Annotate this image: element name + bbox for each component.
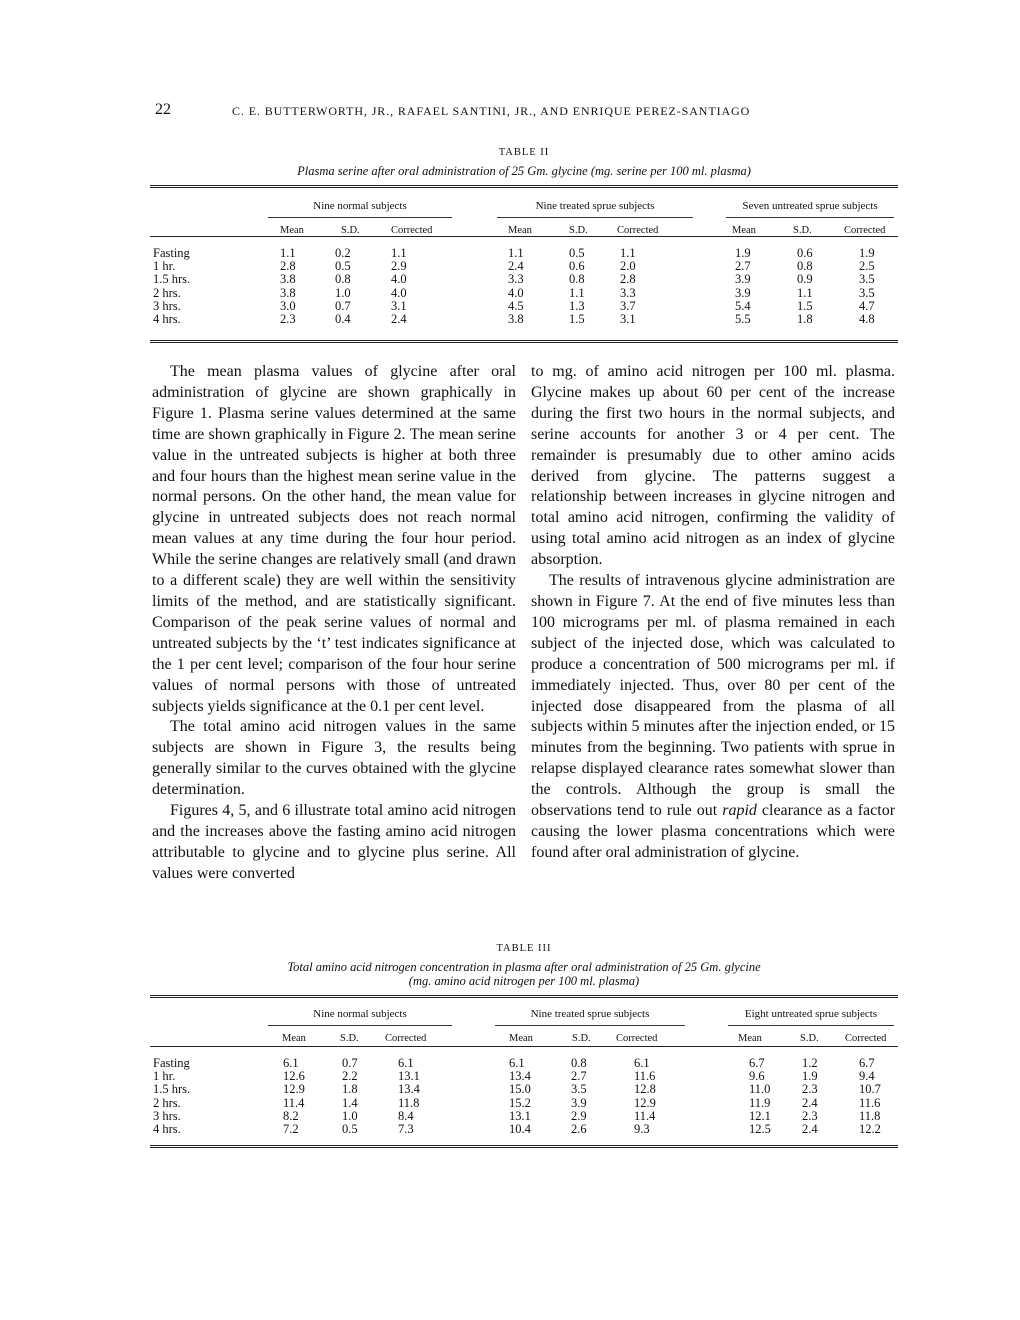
cell: 2.7 (735, 258, 751, 273)
row-label: Fasting (153, 245, 190, 260)
column-header-corrected: Corrected (391, 225, 433, 236)
cell: 5.5 (735, 312, 751, 327)
cell: 3.5 (859, 272, 875, 287)
table-row (150, 1070, 898, 1083)
column-group-rule (268, 217, 452, 218)
page-number: 22 (155, 101, 171, 118)
cell: 1.8 (342, 1082, 358, 1097)
cell: 4.8 (859, 312, 875, 327)
table-label: TABLE II (498, 147, 550, 158)
table-header (150, 998, 898, 1046)
cell: 7.3 (398, 1122, 414, 1137)
cell: 1.1 (391, 245, 407, 260)
cell: 3.1 (620, 312, 636, 327)
column-group-normal (268, 1008, 452, 1047)
cell: 3.7 (620, 299, 636, 314)
column-header-sd: S.D. (800, 1033, 819, 1044)
cell: 3.1 (391, 299, 407, 314)
cell: 2.3 (280, 312, 296, 327)
cell: 11.6 (634, 1068, 656, 1083)
body-column-right (531, 362, 895, 864)
cell: 0.8 (571, 1055, 587, 1070)
cell: 9.6 (749, 1068, 765, 1083)
cell: 6.7 (749, 1055, 765, 1070)
row-label: 3 hrs. (153, 299, 181, 314)
cell: 1.1 (280, 245, 296, 260)
cell: 0.9 (797, 272, 813, 287)
paragraph-text: The results of intravenous glycine administration are shown in Figure 7. At the end of five minutes less than 100 micrograms per ml. of plasma remained in each subject of the injected dose, which was calculated to produce a concentration of 500 micrograms per ml. if immediately injected. Thus, over 80 per cent of the injected dose disappeared from the plasma of all subjects within 5 minutes after the injection ended, or 15 minutes from the beginning. Two patients with sprue in relapse displayed clearance rates somewhat slower than the controls. Although the group is small the observations tend to rule out (531, 572, 895, 820)
cell: 6.1 (283, 1055, 299, 1070)
row-label: 1 hr. (153, 258, 176, 273)
cell: 9.3 (634, 1122, 650, 1137)
cell: 3.5 (571, 1082, 587, 1097)
cell: 12.9 (634, 1095, 656, 1110)
cell: 2.8 (280, 258, 296, 273)
cell: 11.4 (634, 1109, 656, 1124)
cell: 1.4 (342, 1095, 358, 1110)
cell: 2.3 (802, 1082, 818, 1097)
cell: 4.0 (391, 272, 407, 287)
cell: 12.9 (283, 1082, 305, 1097)
cell: 2.9 (571, 1109, 587, 1124)
table-body (150, 1047, 898, 1145)
cell: 6.1 (509, 1055, 525, 1070)
cell: 3.3 (620, 285, 636, 300)
cell: 2.4 (391, 312, 407, 327)
column-group-title: Nine treated sprue subjects (530, 1007, 650, 1020)
cell: 6.1 (398, 1055, 414, 1070)
cell: 5.4 (735, 299, 751, 314)
column-group-untreated (726, 200, 894, 239)
row-label: 1 hr. (153, 1068, 176, 1083)
paragraph: to mg. of amino acid nitrogen per 100 ml. plasma. Glycine makes up about 60 per cent of the increase during the first two hours in the normal subjects, and serine accounts for another 3 or 4 per cent. The remainder is presumably due to other amino acids derived from glycine. The patterns suggest a relationship between increases in glycine nitrogen and total amino acid nitrogen, confirming the validity of using total amino acid nitrogen as an index of glycine absorption. (531, 363, 895, 569)
cell: 13.1 (509, 1109, 531, 1124)
cell: 2.4 (802, 1122, 818, 1137)
cell: 3.8 (280, 272, 296, 287)
table-row (150, 1083, 898, 1096)
column-header-sd: S.D. (569, 225, 588, 236)
table-caption: Plasma serine after oral administration of 25 Gm. glycine (mg. serine per 100 ml. plasma) (297, 163, 751, 178)
cell: 0.5 (569, 245, 585, 260)
column-header-sd: S.D. (793, 225, 812, 236)
cell: 1.2 (802, 1055, 818, 1070)
cell: 4.5 (508, 299, 524, 314)
cell: 3.9 (735, 285, 751, 300)
table-row (150, 1097, 898, 1110)
paragraph: The total amino acid nitrogen values in the same subjects are shown in Figure 3, the results being generally similar to the curves obtained with the glycine determination. (152, 718, 516, 799)
cell: 3.8 (280, 285, 296, 300)
cell: 2.2 (342, 1068, 358, 1083)
paragraph: Figures 4, 5, and 6 illustrate total amino acid nitrogen and the increases above the fasting amino acid nitrogen attributable to glycine and to glycine plus serine. All values were converted (152, 802, 516, 882)
paragraph: The mean plasma values of glycine after oral administration of glycine are shown graphically in Figure 1. Plasma serine values determined at the same time are shown graphically in Figure 2. The mean serine value in the untreated subjects is higher at both three and four hours than the highest mean serine value in the normal persons. On the other hand, the mean value for glycine in untreated subjects does not reach normal mean values at any time during the four hour period. While the serine changes are relatively small (and drawn to a different scale) they are well within the sensitivity limits of the method, and are statistically significant. Comparison of the peak serine values of normal and untreated subjects by the ‘t’ test indicates significance at the 1 per cent level; comparison of the four hour serine values of normal persons with those of untreated subjects yields significance at the 0.1 per cent level. (152, 363, 516, 715)
table-row (150, 300, 898, 313)
cell: 2.4 (802, 1095, 818, 1110)
cell: 2.8 (620, 272, 636, 287)
column-group-treated (497, 200, 693, 239)
row-label: Fasting (153, 1055, 190, 1070)
cell: 12.5 (749, 1122, 771, 1137)
cell: 0.4 (335, 312, 351, 327)
column-header-mean: Mean (732, 225, 756, 236)
cell: 0.8 (335, 272, 351, 287)
table-bottom-rule (150, 1145, 898, 1148)
column-header-corrected: Corrected (616, 1033, 658, 1044)
column-header-mean: Mean (738, 1033, 762, 1044)
cell: 1.0 (342, 1109, 358, 1124)
column-group-title: Nine normal subjects (313, 199, 407, 212)
cell: 15.2 (509, 1095, 531, 1110)
cell: 12.2 (859, 1122, 881, 1137)
cell: 6.1 (634, 1055, 650, 1070)
cell: 1.1 (508, 245, 524, 260)
cell: 2.9 (391, 258, 407, 273)
cell: 3.9 (571, 1095, 587, 1110)
column-group-rule (726, 217, 894, 218)
cell: 11.4 (283, 1095, 305, 1110)
cell: 1.9 (802, 1068, 818, 1083)
column-header-corrected: Corrected (385, 1033, 427, 1044)
cell: 1.9 (859, 245, 875, 260)
cell: 3.8 (508, 312, 524, 327)
cell: 15.0 (509, 1082, 531, 1097)
paragraph (531, 571, 895, 864)
table-ii (150, 146, 898, 343)
paragraph-text: clearance as a factor causing the lower plasma concentrations which were found after oral administration of glycine. (531, 802, 896, 861)
table-header (150, 188, 898, 236)
cell: 12.1 (749, 1109, 771, 1124)
cell: 10.4 (509, 1122, 531, 1137)
column-header-sd: S.D. (340, 1033, 359, 1044)
cell: 11.0 (749, 1082, 771, 1097)
table-row (150, 287, 898, 300)
emphasis-text: rapid (722, 802, 757, 820)
cell: 1.5 (797, 299, 813, 314)
cell: 2.7 (571, 1068, 587, 1083)
cell: 8.4 (398, 1109, 414, 1124)
column-group-title: Nine treated sprue subjects (535, 199, 655, 212)
table-body (150, 237, 898, 340)
cell: 1.1 (620, 245, 636, 260)
cell: 4.0 (508, 285, 524, 300)
column-group-untreated (728, 1008, 894, 1047)
column-header-sd: S.D. (572, 1033, 591, 1044)
cell: 4.0 (391, 285, 407, 300)
body-column-left (152, 362, 516, 885)
cell: 0.2 (335, 245, 351, 260)
cell: 11.8 (398, 1095, 420, 1110)
row-label: 3 hrs. (153, 1109, 181, 1124)
column-header-mean: Mean (509, 1033, 533, 1044)
column-header-sd: S.D. (341, 225, 360, 236)
column-group-title: Nine normal subjects (313, 1007, 407, 1020)
column-group-normal (268, 200, 452, 239)
column-header-corrected: Corrected (844, 225, 886, 236)
cell: 4.7 (859, 299, 875, 314)
cell: 7.2 (283, 1122, 299, 1137)
cell: 2.0 (620, 258, 636, 273)
cell: 0.8 (569, 272, 585, 287)
cell: 11.6 (859, 1095, 881, 1110)
cell: 0.6 (797, 245, 813, 260)
table-row (150, 1123, 898, 1136)
row-label: 2 hrs. (153, 1095, 181, 1110)
cell: 0.6 (569, 258, 585, 273)
column-group-rule (728, 1025, 894, 1026)
table-row (150, 273, 898, 286)
table-row (150, 1057, 898, 1070)
cell: 3.3 (508, 272, 524, 287)
table-row (150, 260, 898, 273)
column-group-treated (495, 1008, 685, 1047)
cell: 6.7 (859, 1055, 875, 1070)
cell: 12.6 (283, 1068, 305, 1083)
column-header-corrected: Corrected (845, 1033, 887, 1044)
table-iii (150, 942, 898, 1148)
cell: 8.2 (283, 1109, 299, 1124)
table-caption-line: (mg. amino acid nitrogen per 100 ml. plasma) (408, 973, 640, 988)
row-label: 1.5 hrs. (153, 272, 191, 287)
column-header-corrected: Corrected (617, 225, 659, 236)
column-group-title: Eight untreated sprue subjects (744, 1007, 878, 1020)
table-row (150, 247, 898, 260)
table-row (150, 313, 898, 326)
cell: 2.6 (571, 1122, 587, 1137)
cell: 13.4 (398, 1082, 420, 1097)
cell: 1.0 (335, 285, 351, 300)
column-group-rule (268, 1025, 452, 1026)
table-row (150, 1110, 898, 1123)
table-bottom-rule (150, 340, 898, 343)
table-caption-line: Total amino acid nitrogen concentration in plasma after oral administration of 25 Gm. glycine (287, 959, 761, 974)
cell: 2.5 (859, 258, 875, 273)
column-group-title: Seven untreated sprue subjects (742, 199, 878, 212)
cell: 1.8 (797, 312, 813, 327)
cell: 0.5 (342, 1122, 358, 1137)
cell: 0.7 (335, 299, 351, 314)
cell: 0.7 (342, 1055, 358, 1070)
cell: 2.4 (508, 258, 524, 273)
cell: 3.5 (859, 285, 875, 300)
row-label: 1.5 hrs. (153, 1082, 191, 1097)
cell: 10.7 (859, 1082, 881, 1097)
cell: 3.9 (735, 272, 751, 287)
column-group-rule (495, 1025, 685, 1026)
cell: 1.3 (569, 299, 585, 314)
cell: 1.9 (735, 245, 751, 260)
cell: 1.5 (569, 312, 585, 327)
cell: 0.5 (335, 258, 351, 273)
table-label: TABLE III (496, 943, 552, 954)
cell: 0.8 (797, 258, 813, 273)
running-head: C. E. BUTTERWORTH, JR., RAFAEL SANTINI, JR., AND ENRIQUE PEREZ-SANTIAGO (232, 104, 751, 118)
column-header-mean: Mean (280, 225, 304, 236)
cell: 11.8 (859, 1109, 881, 1124)
cell: 13.1 (398, 1068, 420, 1083)
column-header-mean: Mean (508, 225, 532, 236)
column-header-mean: Mean (282, 1033, 306, 1044)
cell: 3.0 (280, 299, 296, 314)
cell: 1.1 (797, 285, 813, 300)
cell: 1.1 (569, 285, 585, 300)
row-label: 4 hrs. (153, 312, 181, 327)
row-label: 4 hrs. (153, 1122, 181, 1137)
cell: 2.3 (802, 1109, 818, 1124)
page-header (155, 101, 895, 125)
row-label: 2 hrs. (153, 285, 181, 300)
cell: 13.4 (509, 1068, 531, 1083)
cell: 9.4 (859, 1068, 875, 1083)
cell: 11.9 (749, 1095, 771, 1110)
cell: 12.8 (634, 1082, 656, 1097)
column-group-rule (497, 217, 693, 218)
